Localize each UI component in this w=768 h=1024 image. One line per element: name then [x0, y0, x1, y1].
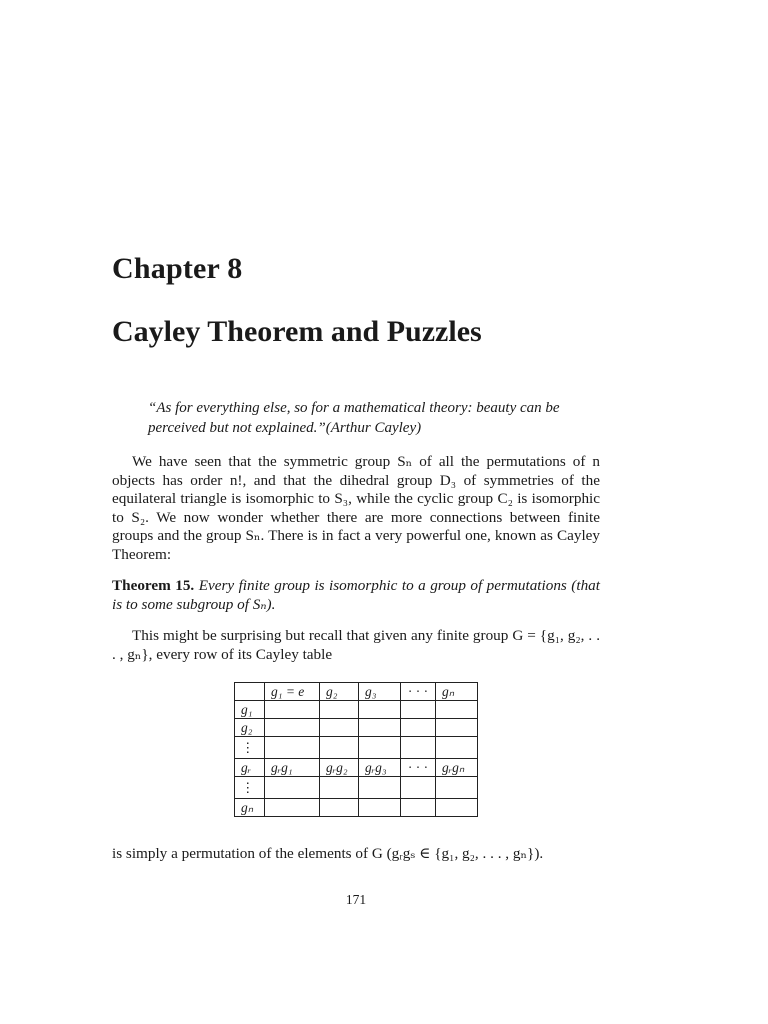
table-cell [401, 737, 436, 759]
chapter-label: Chapter 8 [112, 252, 243, 285]
table-cell [401, 719, 436, 737]
table-cell [359, 799, 401, 817]
table-cell: gᵣg₃ [359, 759, 401, 777]
table-cell [401, 777, 436, 799]
epigraph-quote: “As for everything else, so for a mathematical theory: beauty can be perceived but not explained.”(Arthur Cayley) [148, 400, 560, 436]
table-cell [436, 737, 478, 759]
table-cell [265, 737, 320, 759]
table-cell: gᵣg₂ [320, 759, 359, 777]
table-cell [359, 737, 401, 759]
table-cell [359, 701, 401, 719]
table-cell [235, 683, 265, 701]
table-cell: gᵣ [235, 759, 265, 777]
table-cell: gᵣg₁ [265, 759, 320, 777]
table-cell: g₂ [320, 683, 359, 701]
chapter-title: Cayley Theorem and Puzzles [112, 315, 482, 348]
table-cell: g₃ [359, 683, 401, 701]
table-cell: gₙ [436, 683, 478, 701]
intro-paragraph: We have seen that the symmetric group Sₙ of all the permutations of n objects has order n!, and that the dihedral group D₃ of symmetries of the equilateral triangle is isomorphic to S₃, while the cyclic group C₂ is isomorphic to S₂. We now wonder whether there are more connections between finite groups and the group Sₙ. There is in fact a very powerful one, known as Cayley Theorem: [112, 453, 600, 563]
table-cell [320, 701, 359, 719]
table-cell: g₁ = e [265, 683, 320, 701]
table-header-row [235, 683, 478, 701]
table-cell [265, 719, 320, 737]
table-cell [436, 777, 478, 799]
table-row [235, 799, 478, 817]
table-cell [359, 777, 401, 799]
cayley-table [234, 682, 478, 817]
table-cell [436, 799, 478, 817]
table-cell: g₁ [235, 701, 265, 719]
table-cell: · · · [401, 759, 436, 777]
page-number: 171 [345, 892, 367, 907]
table-cell [320, 777, 359, 799]
table-row [235, 719, 478, 737]
table-cell [436, 701, 478, 719]
table-intro-paragraph: This might be surprising but recall that given any finite group G = {g₁, g₂, . . . , gₙ}, every row of its Cayley table [112, 627, 600, 663]
table-cell [320, 719, 359, 737]
theorem-statement [112, 577, 600, 614]
table-row [235, 701, 478, 719]
book-page [112, 0, 600, 1024]
table-cell [436, 719, 478, 737]
table-cell: · · · [401, 683, 436, 701]
conclusion-paragraph: is simply a permutation of the elements of G (gᵣgₛ ∈ {g₁, g₂, . . . , gₙ}). [112, 845, 544, 862]
table-row [235, 759, 478, 777]
table-cell [265, 701, 320, 719]
table-cell: ⋮ [235, 777, 265, 799]
table-row [235, 737, 478, 759]
table-cell [320, 737, 359, 759]
table-cell [265, 799, 320, 817]
theorem-label: Theorem 15. [112, 577, 195, 594]
table-cell: gᵣgₙ [436, 759, 478, 777]
table-cell [320, 799, 359, 817]
table-row [235, 777, 478, 799]
table-cell [265, 777, 320, 799]
table-cell: ⋮ [235, 737, 265, 759]
table-cell: g₂ [235, 719, 265, 737]
table-cell: gₙ [235, 799, 265, 817]
table-cell [359, 719, 401, 737]
table-cell [401, 799, 436, 817]
theorem-body: Every finite group is isomorphic to a group of permutations (that is to some subgroup of Sₙ). [112, 577, 600, 613]
table-cell [401, 701, 436, 719]
